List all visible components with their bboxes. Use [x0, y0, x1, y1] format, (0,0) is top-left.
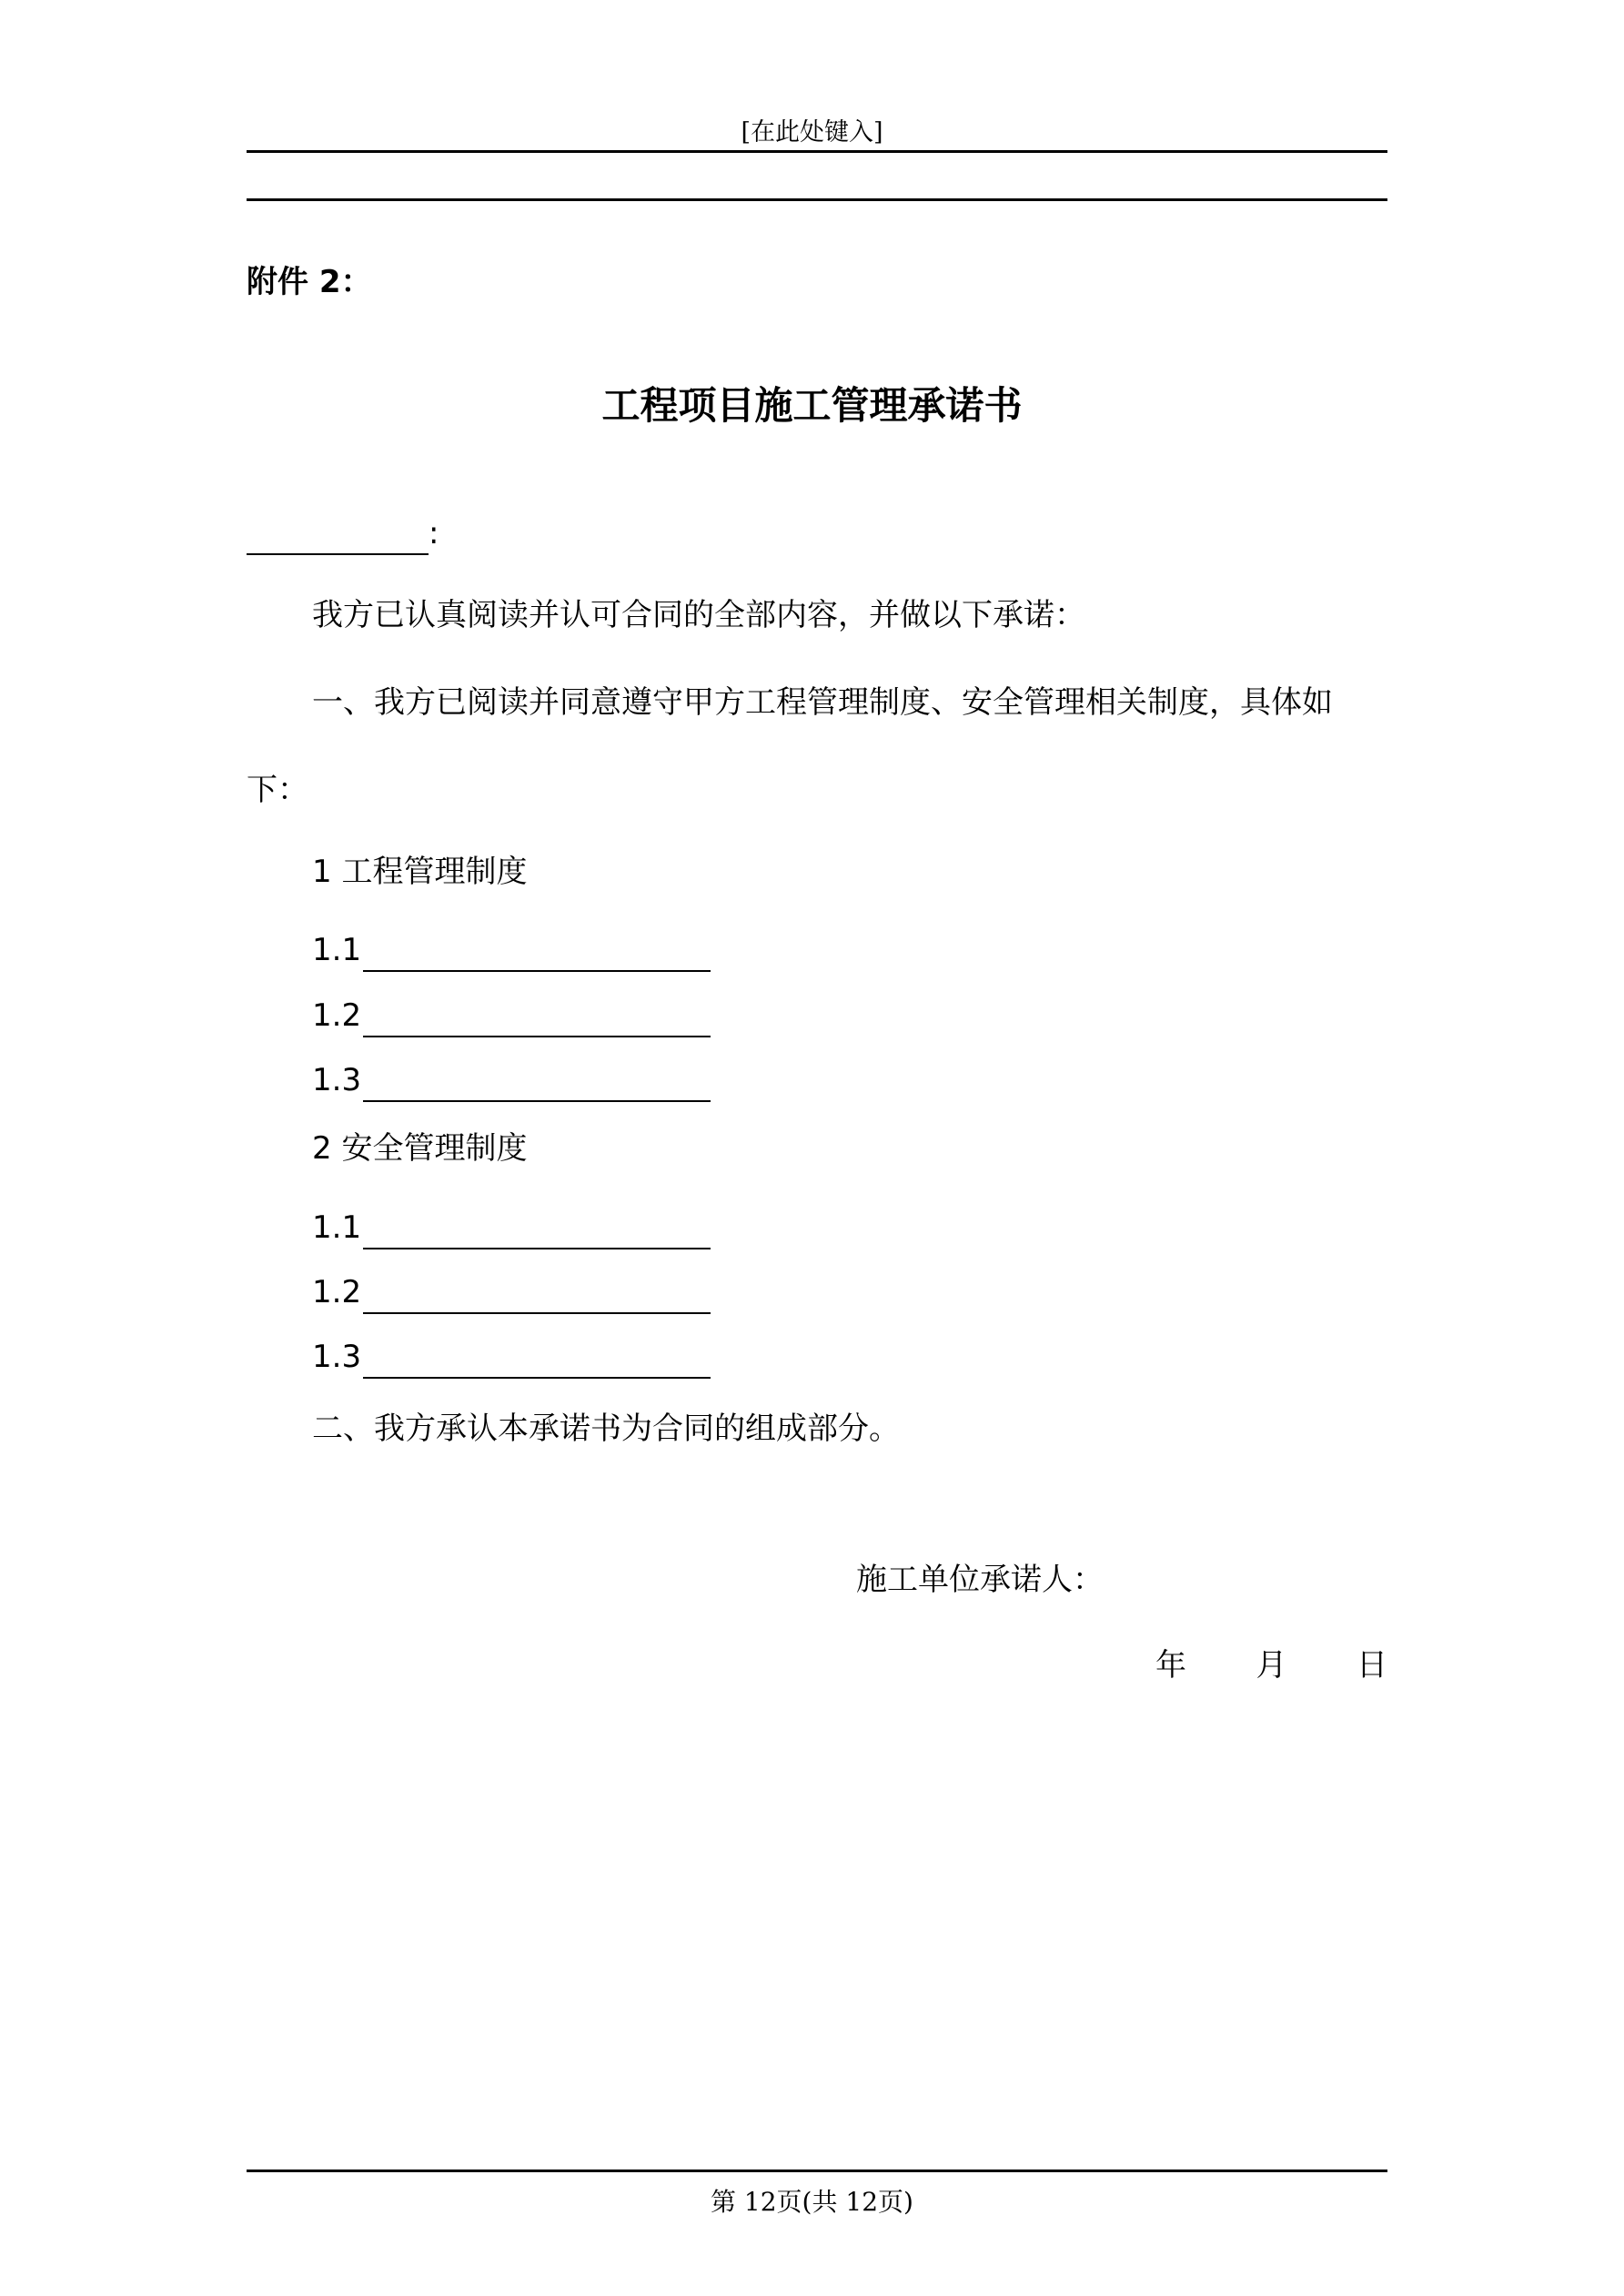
entry-number: 1.2	[312, 1274, 362, 1310]
section2-entry-1	[312, 1206, 711, 1249]
addressee-colon: :	[429, 515, 439, 551]
attachment-label: 附件 2：	[247, 264, 372, 300]
entry-blank[interactable]	[363, 1340, 711, 1379]
entry-blank[interactable]	[363, 1276, 711, 1314]
page-info: 第 12页(共 12页)	[711, 2187, 913, 2217]
date-month: 月	[1256, 1647, 1287, 1684]
entry-number: 1.1	[312, 932, 362, 968]
date-day: 日	[1357, 1647, 1387, 1684]
signature-label: 施工单位承诺人：	[856, 1562, 1104, 1598]
entry-number: 1.3	[312, 1339, 362, 1375]
entry-number: 1.1	[312, 1209, 362, 1246]
entry-blank[interactable]	[363, 999, 711, 1037]
item-two: 二、我方承认本承诺书为合同的组成部分。	[312, 1411, 900, 1447]
document-title: 工程项目施工管理承诺书	[601, 383, 1023, 428]
entry-number: 1.3	[312, 1062, 362, 1098]
entry-blank[interactable]	[363, 934, 711, 972]
entry-blank[interactable]	[363, 1211, 711, 1249]
section1-entry-3	[312, 1058, 711, 1102]
section1-entry-1	[312, 928, 711, 972]
item-one-line2: 下：	[247, 772, 308, 808]
section1-entry-2	[312, 994, 711, 1037]
addressee-blank[interactable]	[247, 517, 429, 555]
section1-heading: 1 工程管理制度	[312, 854, 528, 890]
entry-blank[interactable]	[363, 1064, 711, 1102]
addressee-line	[247, 511, 439, 555]
section2-entry-2	[312, 1270, 711, 1314]
entry-number: 1.2	[312, 997, 362, 1034]
item-one-line1: 一、我方已阅读并同意遵守甲方工程管理制度、安全管理相关制度，具体如	[312, 684, 1333, 721]
date-line	[1155, 1644, 1387, 1687]
header-rule-bottom	[247, 198, 1387, 201]
section2-heading: 2 安全管理制度	[312, 1130, 528, 1167]
intro-paragraph: 我方已认真阅读并认可合同的全部内容，并做以下承诺：	[312, 597, 1085, 633]
footer-rule	[247, 2170, 1387, 2172]
header-rule-top	[247, 150, 1387, 153]
date-year: 年	[1155, 1647, 1186, 1684]
section2-entry-3	[312, 1335, 711, 1379]
header-placeholder: [在此处键入]	[741, 118, 883, 147]
